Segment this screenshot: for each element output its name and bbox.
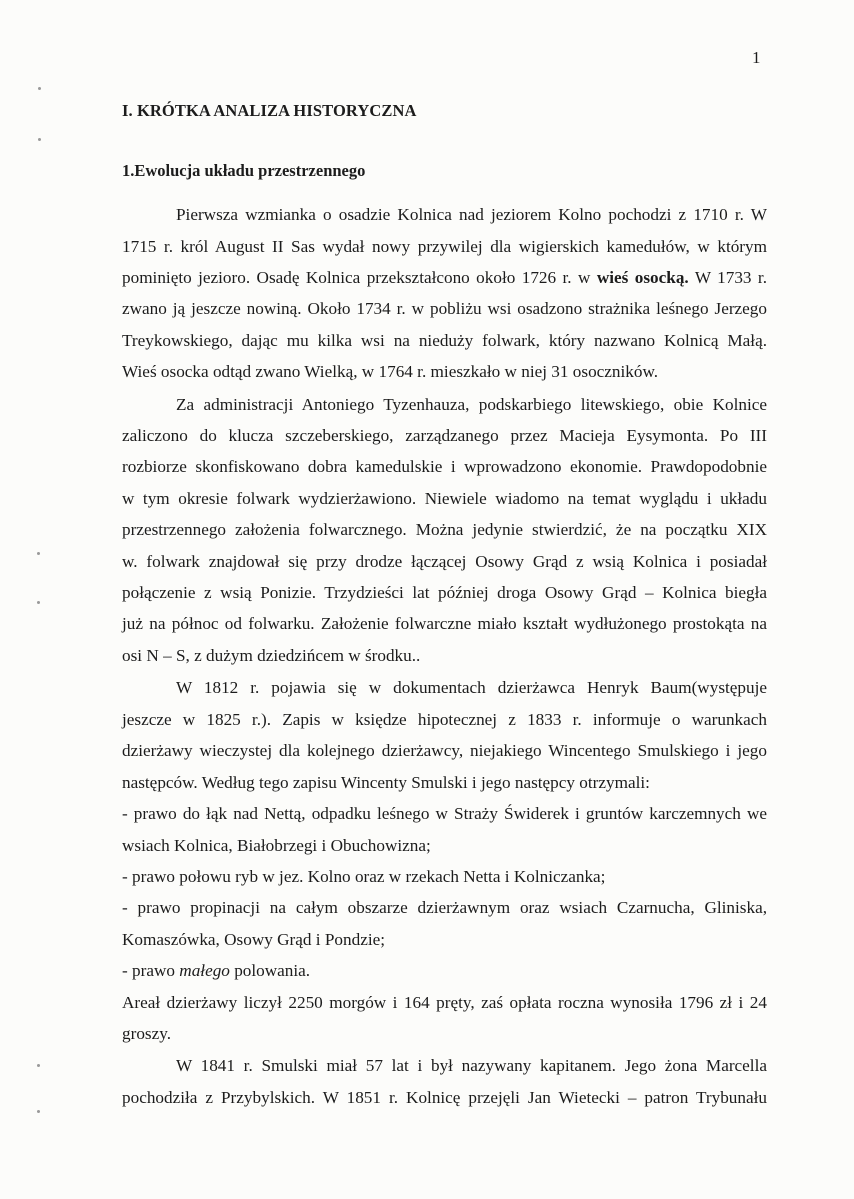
text-line: Pierwsza wzmianka o osadzie Kolnica nad jeziorem Kolno pochodzi z 1710 r. W <box>176 205 767 224</box>
text-line: przestrzennego założenia folwarcznego. Można jedynie stwierdzić, że na początku XIX <box>122 520 767 539</box>
text-line: wsiach Kolnica, Białobrzegi i Obuchowizna; <box>122 836 431 855</box>
text-line: rozbiorze skonfiskowano dobra kamedulskie i wprowadzono ekonomie. Prawdopodobnie <box>122 457 767 476</box>
text-line: 1715 r. król August II Sas wydał nowy przywilej dla wigierskich kamedułów, w którym <box>122 237 767 256</box>
text-line: zaliczono do klucza szczeberskiego, zarządzanego przez Macieja Eysymonta. Po III <box>122 426 767 445</box>
text-line <box>122 961 310 981</box>
scan-speck <box>38 87 41 90</box>
scan-speck <box>37 601 40 604</box>
text-line: Areał dzierżawy liczył 2250 morgów i 164 pręty, zaś opłata roczna wynosiła 1796 zł i 24 <box>122 993 767 1012</box>
text-line: Treykowskiego, dając mu kilka wsi na nieduży folwark, który nazwano Kolnicą Małą. <box>122 331 767 350</box>
text-line: Wieś osocka odtąd zwano Wielką, w 1764 r. mieszkało w niej 31 osoczników. <box>122 362 659 381</box>
scan-speck <box>37 1110 40 1113</box>
text-line: w tym okresie folwark wydzierżawiono. Niewiele wiadomo na temat wyglądu i układu <box>122 489 767 508</box>
text-line: - prawo do łąk nad Nettą, odpadku leśnego w Straży Świderek i gruntów karczemnych we <box>122 804 767 823</box>
text-line: osi N – S, z dużym dziedzińcem w środku.. <box>122 646 421 665</box>
text-line: połączenie z wsią Ponizie. Trzydzieści lat później droga Osowy Grąd – Kolnica biegła <box>122 583 767 602</box>
text-span: - prawo <box>122 961 175 980</box>
text-line: zwano ją jeszcze nowiną. Około 1734 r. w pobliżu wsi osadzono strażnika leśnego Jerzego <box>122 299 767 318</box>
subsection-heading: 1.Ewolucja układu przestrzennego <box>122 161 366 180</box>
text-line: już na północ od folwarku. Założenie folwarczne miało kształt wydłużonego prostokąta na <box>122 614 767 633</box>
text-span: polowania. <box>234 961 311 980</box>
page-number: 1 <box>752 48 761 67</box>
text-line <box>122 268 767 288</box>
italic-text: małego <box>179 961 230 980</box>
text-line: Za administracji Antoniego Tyzenhauza, podskarbiego litewskiego, obie Kolnice <box>176 395 767 414</box>
text-line: - prawo połowu ryb w jez. Kolno oraz w rzekach Netta i Kolniczanka; <box>122 867 606 886</box>
scan-speck <box>37 552 40 555</box>
text-line: groszy. <box>122 1024 172 1043</box>
text-span: W 1733 r. <box>694 268 768 287</box>
text-line: W 1841 r. Smulski miał 57 lat i był nazywany kapitanem. Jego żona Marcella <box>176 1056 767 1075</box>
bold-text: wieś osocką. <box>596 268 689 287</box>
text-line: - prawo propinacji na całym obszarze dzierżawnym oraz wsiach Czarnucha, Gliniska, <box>122 898 767 917</box>
scan-speck <box>37 1064 40 1067</box>
text-line: pochodziła z Przybylskich. W 1851 r. Kolnicę przejęli Jan Wietecki – patron Trybunału <box>122 1088 767 1107</box>
text-line: W 1812 r. pojawia się w dokumentach dzierżawca Henryk Baum(występuje <box>176 678 767 697</box>
scan-speck <box>38 138 41 141</box>
text-line: następców. Według tego zapisu Wincenty Smulski i jego następcy otrzymali: <box>122 773 650 792</box>
text-line: jeszcze w 1825 r.). Zapis w księdze hipotecznej z 1833 r. informuje o warunkach <box>122 710 767 729</box>
text-line: w. folwark znajdował się przy drodze łączącej Osowy Grąd z wsią Kolnica i posiadał <box>122 552 767 571</box>
text-line: Komaszówka, Osowy Grąd i Pondzie; <box>122 930 386 949</box>
text-line: dzierżawy wieczystej dla kolejnego dzierżawcy, niejakiego Wincentego Smulskiego i jego <box>122 741 767 760</box>
text-span: pominięto jezioro. Osadę Kolnica przekształcono około 1726 r. w <box>122 268 591 287</box>
section-heading: I. KRÓTKA ANALIZA HISTORYCZNA <box>122 101 417 120</box>
